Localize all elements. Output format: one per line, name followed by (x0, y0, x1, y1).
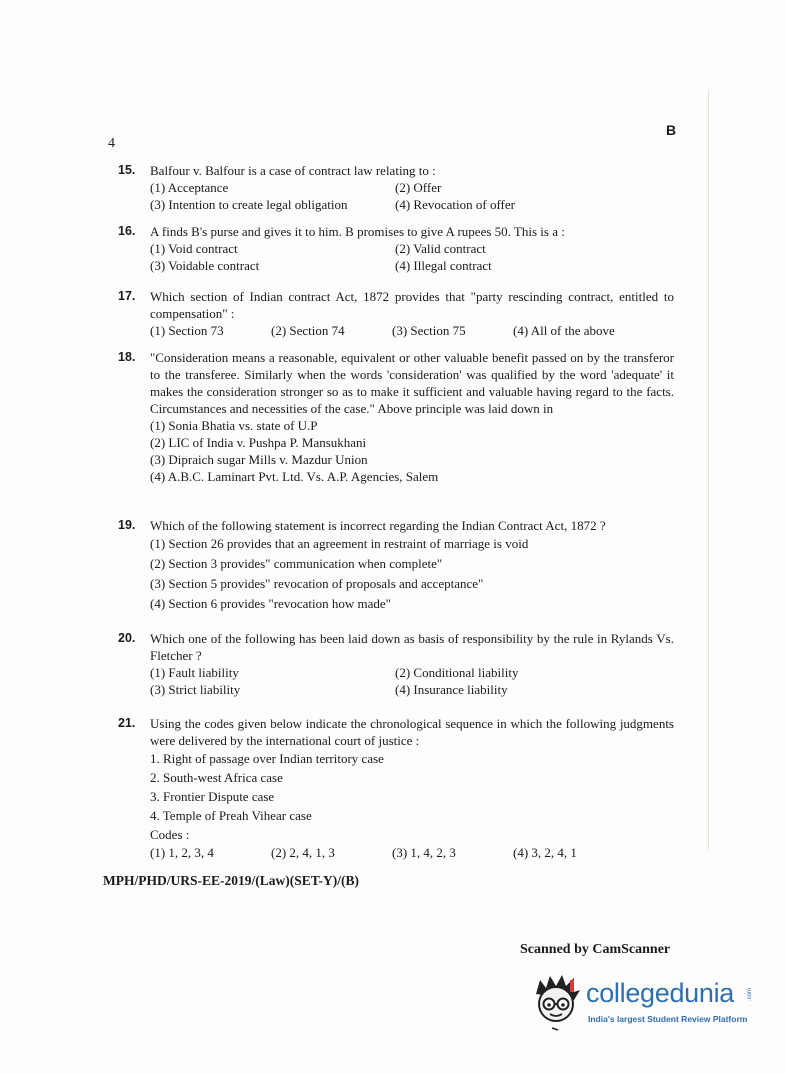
list-item: 3. Frontier Dispute case (150, 789, 275, 804)
option-3: (3) Section 5 provides" revocation of proposals and acceptance" (150, 576, 484, 591)
question-number: 19. (118, 518, 136, 532)
option-1: (1) Void contract (150, 241, 238, 256)
option-1: (1) Acceptance (150, 180, 229, 195)
question-number: 17. (118, 289, 136, 303)
option-2: (2) Section 3 provides" communication when complete" (150, 556, 443, 571)
option-3: (3) 1, 4, 2, 3 (392, 845, 456, 860)
option-2: (2) LIC of India v. Pushpa P. Mansukhani (150, 435, 367, 450)
option-3: (3) Strict liability (150, 682, 241, 697)
question-number: 15. (118, 163, 136, 177)
question-number: 18. (118, 350, 136, 364)
page-number: 4 (108, 136, 115, 151)
question-number: 16. (118, 224, 136, 238)
paper-code: MPH/PHD/URS-EE-2019/(Law)(SET-Y)/(B) (103, 873, 359, 888)
brand-name: collegedunia (586, 978, 735, 1008)
codes-label: Codes : (150, 827, 190, 842)
option-2: (2) Conditional liability (395, 665, 519, 680)
option-4: (4) Illegal contract (395, 258, 492, 273)
question-16 (118, 223, 674, 274)
list-item: 4. Temple of Preah Vihear case (150, 808, 312, 823)
question-19 (118, 517, 674, 614)
option-3: (3) Section 75 (392, 323, 466, 338)
option-4: (4) All of the above (513, 323, 615, 338)
option-1: (1) Section 73 (150, 323, 224, 338)
option-3: (3) Dipraich sugar Mills v. Mazdur Union (150, 452, 368, 467)
question-18 (118, 349, 674, 485)
question-number: 20. (118, 631, 136, 645)
question-stem: Which one of the following has been laid down as basis of responsibility by the rule in Rylands Vs. Fletcher ? (150, 631, 674, 663)
option-2: (2) Offer (395, 180, 442, 195)
option-3: (3) Voidable contract (150, 258, 260, 273)
option-4: (4) 3, 2, 4, 1 (513, 845, 577, 860)
brand-tagline: India's largest Student Review Platform (588, 1014, 748, 1024)
option-2: (2) Valid contract (395, 241, 486, 256)
option-1: (1) Fault liability (150, 665, 239, 680)
option-1: (1) Section 26 provides that an agreement in restraint of marriage is void (150, 536, 529, 551)
brand-suffix: .com (747, 988, 753, 1002)
question-number: 21. (118, 716, 136, 730)
question-stem: Using the codes given below indicate the chronological sequence in which the following judgments were delivered by the international court of justice : (150, 716, 674, 748)
question-15 (118, 162, 674, 213)
scan-edge-shadow (708, 90, 709, 850)
list-item: 1. Right of passage over Indian territory case (150, 751, 384, 766)
option-3: (3) Intention to create legal obligation (150, 197, 348, 212)
option-4: (4) Section 6 provides "revocation how made" (150, 596, 391, 611)
question-stem: A finds B's purse and gives it to him. B promises to give A rupees 50. This is a : (150, 224, 565, 239)
question-stem: Which section of Indian contract Act, 1872 provides that "party rescinding contract, entitled to compensation" : (150, 289, 674, 321)
option-4: (4) A.B.C. Laminart Pvt. Ltd. Vs. A.P. Agencies, Salem (150, 469, 439, 484)
option-4: (4) Insurance liability (395, 682, 508, 697)
scanned-by-label: Scanned by CamScanner (520, 942, 671, 957)
question-stem: "Consideration means a reasonable, equivalent or other valuable benefit passed on by the transferor to the transferee. Similarly when the words 'consideration' was qualified by the word 'adequate' it makes the consideration stronger so as to make it sufficient and valuable having regard to the facts. Circumstances and necessities of the case." Above principle was laid down in (150, 350, 674, 416)
question-17 (118, 288, 674, 339)
option-2: (2) Section 74 (271, 323, 345, 338)
question-21 (118, 715, 674, 861)
question-20 (118, 630, 674, 698)
option-1: (1) Sonia Bhatia vs. state of U.P (150, 418, 318, 433)
option-4: (4) Revocation of offer (395, 197, 515, 212)
list-item: 2. South-west Africa case (150, 770, 283, 785)
collegedunia-logo (528, 972, 758, 1036)
set-code: B (666, 122, 677, 138)
option-1: (1) 1, 2, 3, 4 (150, 845, 214, 860)
mascot-icon (528, 972, 584, 1036)
question-stem: Which of the following statement is incorrect regarding the Indian Contract Act, 1872 ? (150, 518, 606, 533)
question-stem: Balfour v. Balfour is a case of contract law relating to : (150, 163, 436, 178)
option-2: (2) 2, 4, 1, 3 (271, 845, 335, 860)
